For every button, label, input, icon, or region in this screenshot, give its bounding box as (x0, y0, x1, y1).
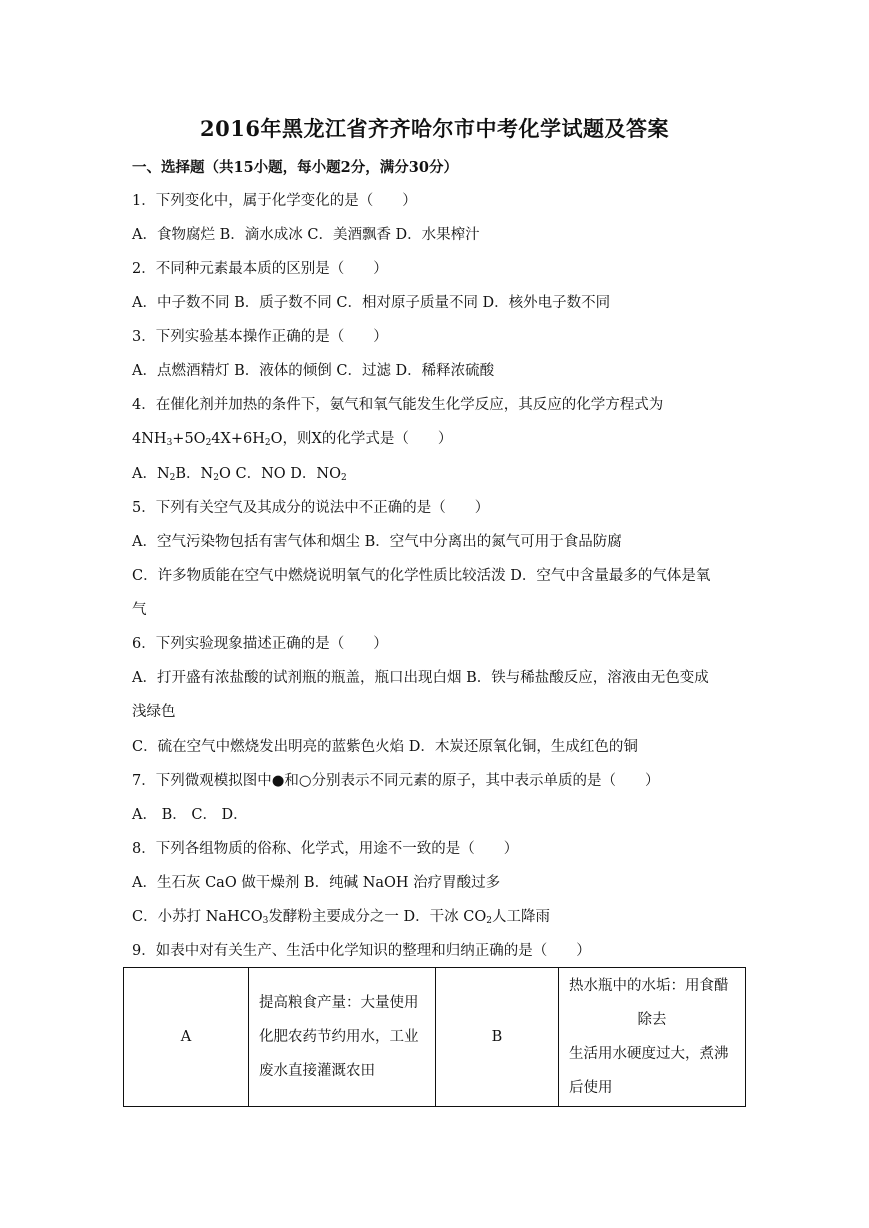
q5-options-1: A．空气污染物包括有害气体和烟尘 B．空气中分离出的氮气可用于食品防腐 (132, 534, 622, 550)
eq-part: O，则X的化学式是（ ） (270, 431, 453, 447)
opt-part: C．小苏打 NaHCO (132, 909, 263, 925)
q6-options-2: 浅绿色 (132, 704, 176, 720)
q2-options: A．中子数不同 B．质子数不同 C．相对原子质量不同 D．核外电子数不同 (132, 295, 611, 311)
cell-text-a (249, 968, 436, 1107)
q9-table (123, 967, 746, 1107)
opt-part: 人工降雨 (491, 909, 550, 925)
opt-sub: 3 (262, 916, 269, 926)
cell-line: 除去 (637, 1012, 667, 1028)
opt-part: B．N (175, 466, 214, 482)
eq-sub: 3 (166, 438, 173, 448)
q8-options-2 (132, 907, 550, 927)
q6-stem: 6．下列实验现象描述正确的是（ ） (132, 636, 388, 652)
q6-options-1: A．打开盛有浓盐酸的试剂瓶的瓶盖，瓶口出现白烟 B．铁与稀盐酸反应，溶液由无色变成 (132, 670, 709, 686)
q3-stem: 3．下列实验基本操作正确的是（ ） (132, 329, 388, 345)
cell-line: 废水直接灌溉农田 (259, 1063, 375, 1079)
opt-part: A．N (132, 466, 170, 482)
section-heading: 一、选择题（共15小题，每小题2分，满分30分） (132, 159, 458, 176)
eq-part: +5O (172, 431, 206, 447)
q4-stem: 4．在催化剂并加热的条件下，氨气和氧气能发生化学反应，其反应的化学方程式为 (132, 397, 664, 413)
eq-sub: 2 (205, 438, 212, 448)
q4-equation (132, 429, 452, 449)
opt-sub: 2 (340, 473, 347, 483)
q5-stem: 5．下列有关空气及其成分的说法中不正确的是（ ） (132, 500, 490, 516)
cell-line: 后使用 (569, 1080, 613, 1096)
page-title: 2016年黑龙江省齐齐哈尔市中考化学试题及答案 (200, 116, 669, 141)
eq-part: 4NH (132, 431, 167, 447)
q1-options: A．食物腐烂 B．滴水成冰 C．美酒飘香 D．水果榨汁 (132, 227, 480, 243)
q2-stem: 2．不同种元素最本质的区别是（ ） (132, 261, 388, 277)
cell-line: 生活用水硬度过大，煮沸 (569, 1046, 729, 1062)
eq-part: 4X+6H (211, 431, 265, 447)
opt-sub: 2 (213, 473, 219, 483)
opt-sub: 2 (169, 473, 176, 483)
eq-sub: 2 (264, 438, 271, 448)
q7-stem: 7．下列微观模拟图中●和○分别表示不同元素的原子，其中表示单质的是（ ） (132, 773, 660, 789)
cell-label-b: B (436, 968, 559, 1107)
q1-stem: 1．下列变化中，属于化学变化的是（ ） (132, 193, 417, 209)
cell-label-a: A (124, 968, 249, 1107)
q5-options-2: C．许多物质能在空气中燃烧说明氧气的化学性质比较活泼 D．空气中含量最多的气体是氧 (132, 568, 711, 584)
q7-options: A． B． C． D． (132, 807, 248, 823)
opt-part: O C．NO D．NO (218, 466, 341, 482)
q6-options-3: C．硫在空气中燃烧发出明亮的蓝紫色火焰 D．木炭还原氧化铜，生成红色的铜 (132, 739, 638, 755)
q3-options: A．点燃酒精灯 B．液体的倾倒 C．过滤 D．稀释浓硫酸 (132, 363, 495, 379)
q8-options-1: A．生石灰 CaO 做干燥剂 B．纯碱 NaOH 治疗胃酸过多 (132, 875, 501, 891)
cell-line: 化肥农药节约用水，工业 (259, 1029, 419, 1045)
q9-stem: 9．如表中对有关生产、生活中化学知识的整理和归纳正确的是（ ） (132, 943, 591, 959)
q5-options-3: 气 (132, 602, 147, 618)
opt-part: 发酵粉主要成分之一 D．干冰 CO (268, 909, 487, 925)
table-row (124, 968, 746, 1107)
opt-sub: 2 (486, 916, 492, 926)
q8-stem: 8．下列各组物质的俗称、化学式，用途不一致的是（ ） (132, 841, 519, 857)
cell-line: 提高粮食产量：大量使用 (259, 995, 419, 1011)
cell-line: 热水瓶中的水垢：用食醋 (569, 978, 729, 994)
q4-options (132, 464, 347, 484)
cell-text-b (559, 968, 746, 1107)
